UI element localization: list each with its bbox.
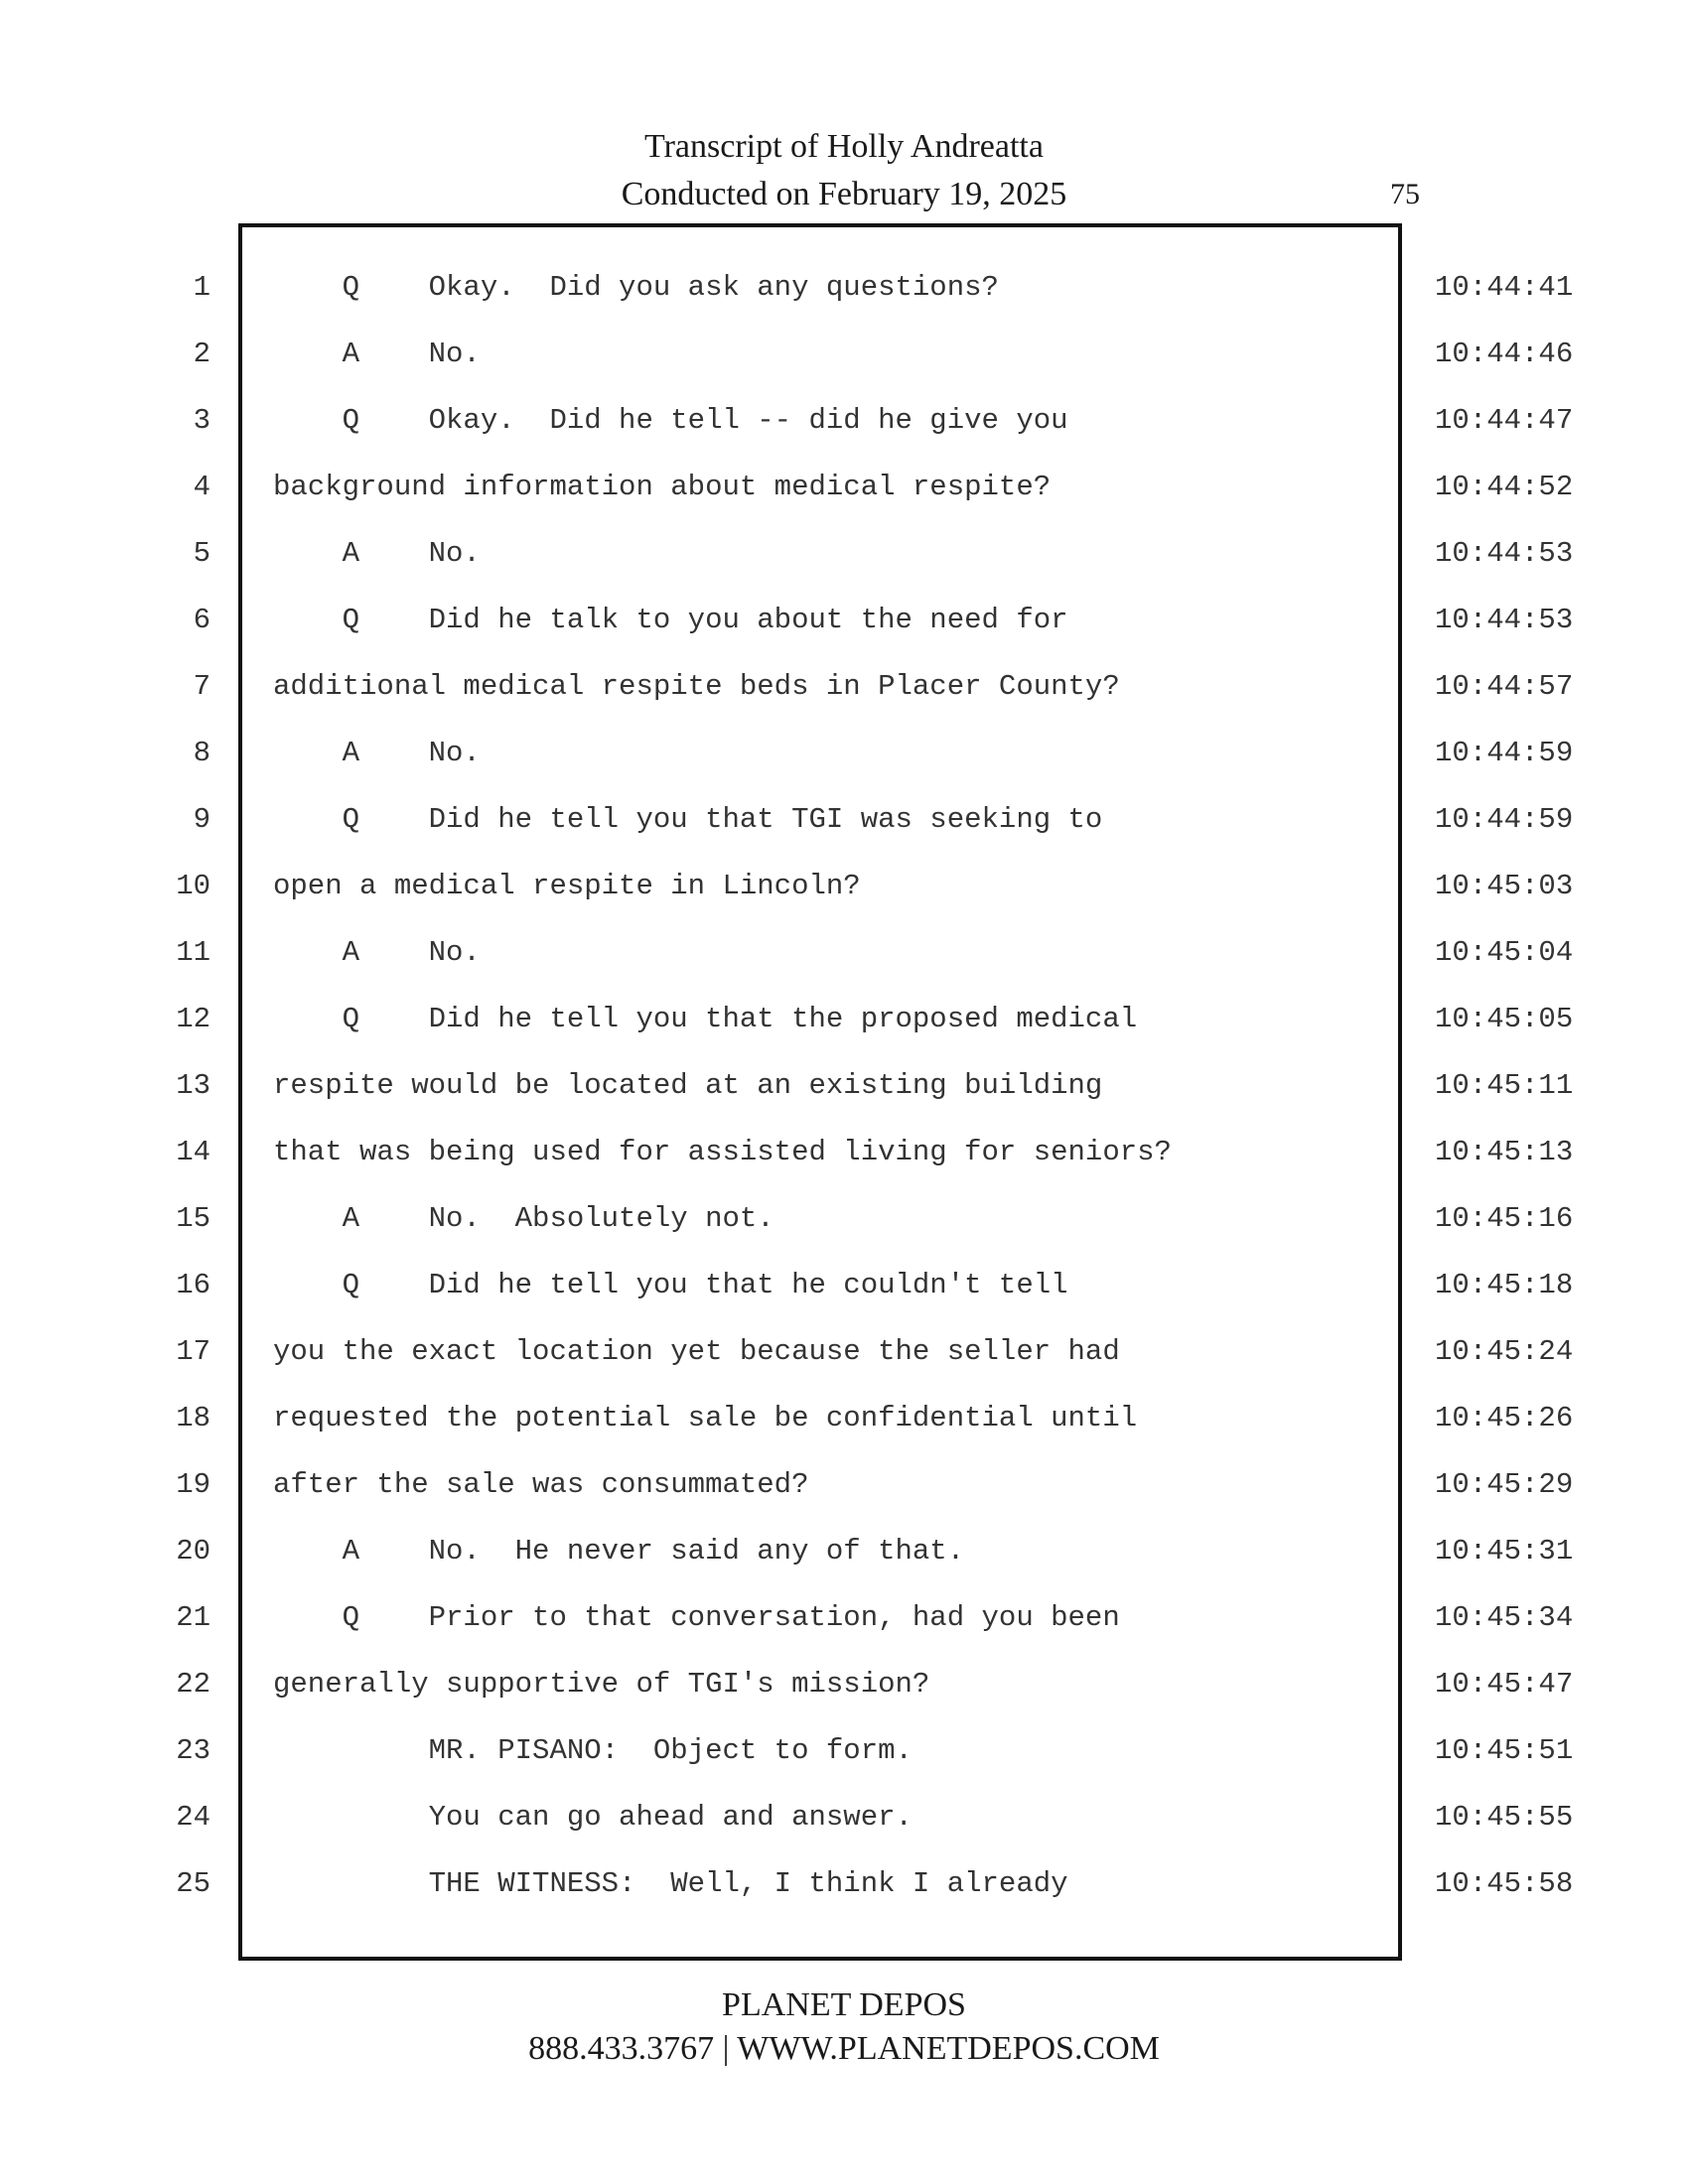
- line-text: Q Okay. Did you ask any questions?: [273, 271, 999, 304]
- line-number: 22: [176, 1668, 211, 1701]
- line-number: 5: [193, 537, 211, 570]
- transcript-line: [0, 335, 1688, 401]
- line-text: Q Did he tell you that TGI was seeking to: [273, 803, 1103, 836]
- line-timestamp: 10:44:52: [1435, 471, 1574, 503]
- line-text: Q Did he tell you that the proposed medical: [273, 1003, 1138, 1035]
- line-number: 12: [176, 1003, 211, 1035]
- line-number: 19: [176, 1468, 211, 1501]
- transcript-line: [0, 401, 1688, 468]
- line-timestamp: 10:45:05: [1435, 1003, 1574, 1035]
- line-text: A No.: [273, 537, 481, 570]
- transcript-line: [0, 1864, 1688, 1931]
- line-timestamp: 10:44:53: [1435, 537, 1574, 570]
- transcript-line: [0, 734, 1688, 800]
- line-timestamp: 10:45:31: [1435, 1535, 1574, 1568]
- line-text: THE WITNESS: Well, I think I already: [273, 1867, 1068, 1900]
- transcript-line: [0, 1731, 1688, 1798]
- line-number: 13: [176, 1069, 211, 1102]
- line-timestamp: 10:44:59: [1435, 803, 1574, 836]
- line-text: after the sale was consummated?: [273, 1468, 809, 1501]
- line-number: 3: [193, 404, 211, 437]
- line-timestamp: 10:44:53: [1435, 604, 1574, 636]
- line-number: 9: [193, 803, 211, 836]
- transcript-line: [0, 1598, 1688, 1665]
- transcript-line: [0, 1199, 1688, 1266]
- line-number: 7: [193, 670, 211, 703]
- line-number: 2: [193, 338, 211, 370]
- transcript-title: Transcript of Holly Andreatta: [644, 128, 1044, 165]
- line-timestamp: 10:45:03: [1435, 870, 1574, 902]
- line-text: background information about medical respite?: [273, 471, 1052, 503]
- line-number: 20: [176, 1535, 211, 1568]
- transcript-line: [0, 468, 1688, 534]
- line-number: 11: [176, 936, 211, 969]
- line-text: MR. PISANO: Object to form.: [273, 1734, 913, 1767]
- line-text: that was being used for assisted living for seniors?: [273, 1136, 1172, 1168]
- transcript-line: [0, 933, 1688, 1000]
- line-number: 25: [176, 1867, 211, 1900]
- line-text: generally supportive of TGI's mission?: [273, 1668, 930, 1701]
- line-text: Q Okay. Did he tell -- did he give you: [273, 404, 1068, 437]
- line-text: Q Did he talk to you about the need for: [273, 604, 1068, 636]
- transcript-line: [0, 1399, 1688, 1465]
- line-text: respite would be located at an existing building: [273, 1069, 1103, 1102]
- line-text: A No.: [273, 737, 481, 769]
- line-timestamp: 10:45:13: [1435, 1136, 1574, 1168]
- line-number: 21: [176, 1601, 211, 1634]
- transcript-line: [0, 800, 1688, 867]
- page-number: 75: [1390, 178, 1420, 210]
- line-timestamp: 10:45:51: [1435, 1734, 1574, 1767]
- line-number: 23: [176, 1734, 211, 1767]
- line-text: You can go ahead and answer.: [273, 1801, 913, 1834]
- footer-contact: 888.433.3767 | WWW.PLANETDEPOS.COM: [528, 2030, 1160, 2067]
- transcript-line: [0, 534, 1688, 601]
- transcript-line: [0, 1332, 1688, 1399]
- line-text: A No.: [273, 338, 481, 370]
- line-timestamp: 10:45:04: [1435, 936, 1574, 969]
- line-timestamp: 10:45:24: [1435, 1335, 1574, 1368]
- line-text: A No.: [273, 936, 481, 969]
- line-number: 18: [176, 1402, 211, 1434]
- line-text: A No. Absolutely not.: [273, 1202, 774, 1235]
- line-text: you the exact location yet because the seller had: [273, 1335, 1120, 1368]
- transcript-line: [0, 601, 1688, 667]
- line-timestamp: 10:45:26: [1435, 1402, 1574, 1434]
- line-number: 4: [193, 471, 211, 503]
- line-text: open a medical respite in Lincoln?: [273, 870, 861, 902]
- line-number: 6: [193, 604, 211, 636]
- line-number: 14: [176, 1136, 211, 1168]
- line-timestamp: 10:44:46: [1435, 338, 1574, 370]
- line-number: 24: [176, 1801, 211, 1834]
- line-timestamp: 10:45:55: [1435, 1801, 1574, 1834]
- line-timestamp: 10:45:34: [1435, 1601, 1574, 1634]
- line-number: 17: [176, 1335, 211, 1368]
- line-number: 1: [193, 271, 211, 304]
- line-timestamp: 10:44:47: [1435, 404, 1574, 437]
- line-number: 10: [176, 870, 211, 902]
- line-timestamp: 10:45:11: [1435, 1069, 1574, 1102]
- line-number: 16: [176, 1269, 211, 1301]
- line-timestamp: 10:45:16: [1435, 1202, 1574, 1235]
- line-timestamp: 10:44:41: [1435, 271, 1574, 304]
- line-timestamp: 10:45:58: [1435, 1867, 1574, 1900]
- transcript-line: [0, 1066, 1688, 1133]
- line-timestamp: 10:44:57: [1435, 670, 1574, 703]
- transcript-line: [0, 268, 1688, 335]
- transcript-line: [0, 867, 1688, 933]
- line-timestamp: 10:45:29: [1435, 1468, 1574, 1501]
- transcript-line: [0, 1465, 1688, 1532]
- transcript-line: [0, 1665, 1688, 1731]
- line-timestamp: 10:45:47: [1435, 1668, 1574, 1701]
- transcript-line: [0, 1000, 1688, 1066]
- transcript-line: [0, 1266, 1688, 1332]
- line-text: Q Did he tell you that he couldn't tell: [273, 1269, 1068, 1301]
- footer-company: PLANET DEPOS: [722, 1986, 966, 2023]
- line-text: A No. He never said any of that.: [273, 1535, 965, 1568]
- transcript-line: [0, 667, 1688, 734]
- transcript-line: [0, 1532, 1688, 1598]
- line-text: additional medical respite beds in Placer County?: [273, 670, 1120, 703]
- line-timestamp: 10:44:59: [1435, 737, 1574, 769]
- line-text: requested the potential sale be confidential until: [273, 1402, 1138, 1434]
- line-text: Q Prior to that conversation, had you been: [273, 1601, 1120, 1634]
- transcript-line: [0, 1133, 1688, 1199]
- line-timestamp: 10:45:18: [1435, 1269, 1574, 1301]
- line-number: 8: [193, 737, 211, 769]
- transcript-date: Conducted on February 19, 2025: [621, 176, 1067, 212]
- transcript-line: [0, 1798, 1688, 1864]
- line-number: 15: [176, 1202, 211, 1235]
